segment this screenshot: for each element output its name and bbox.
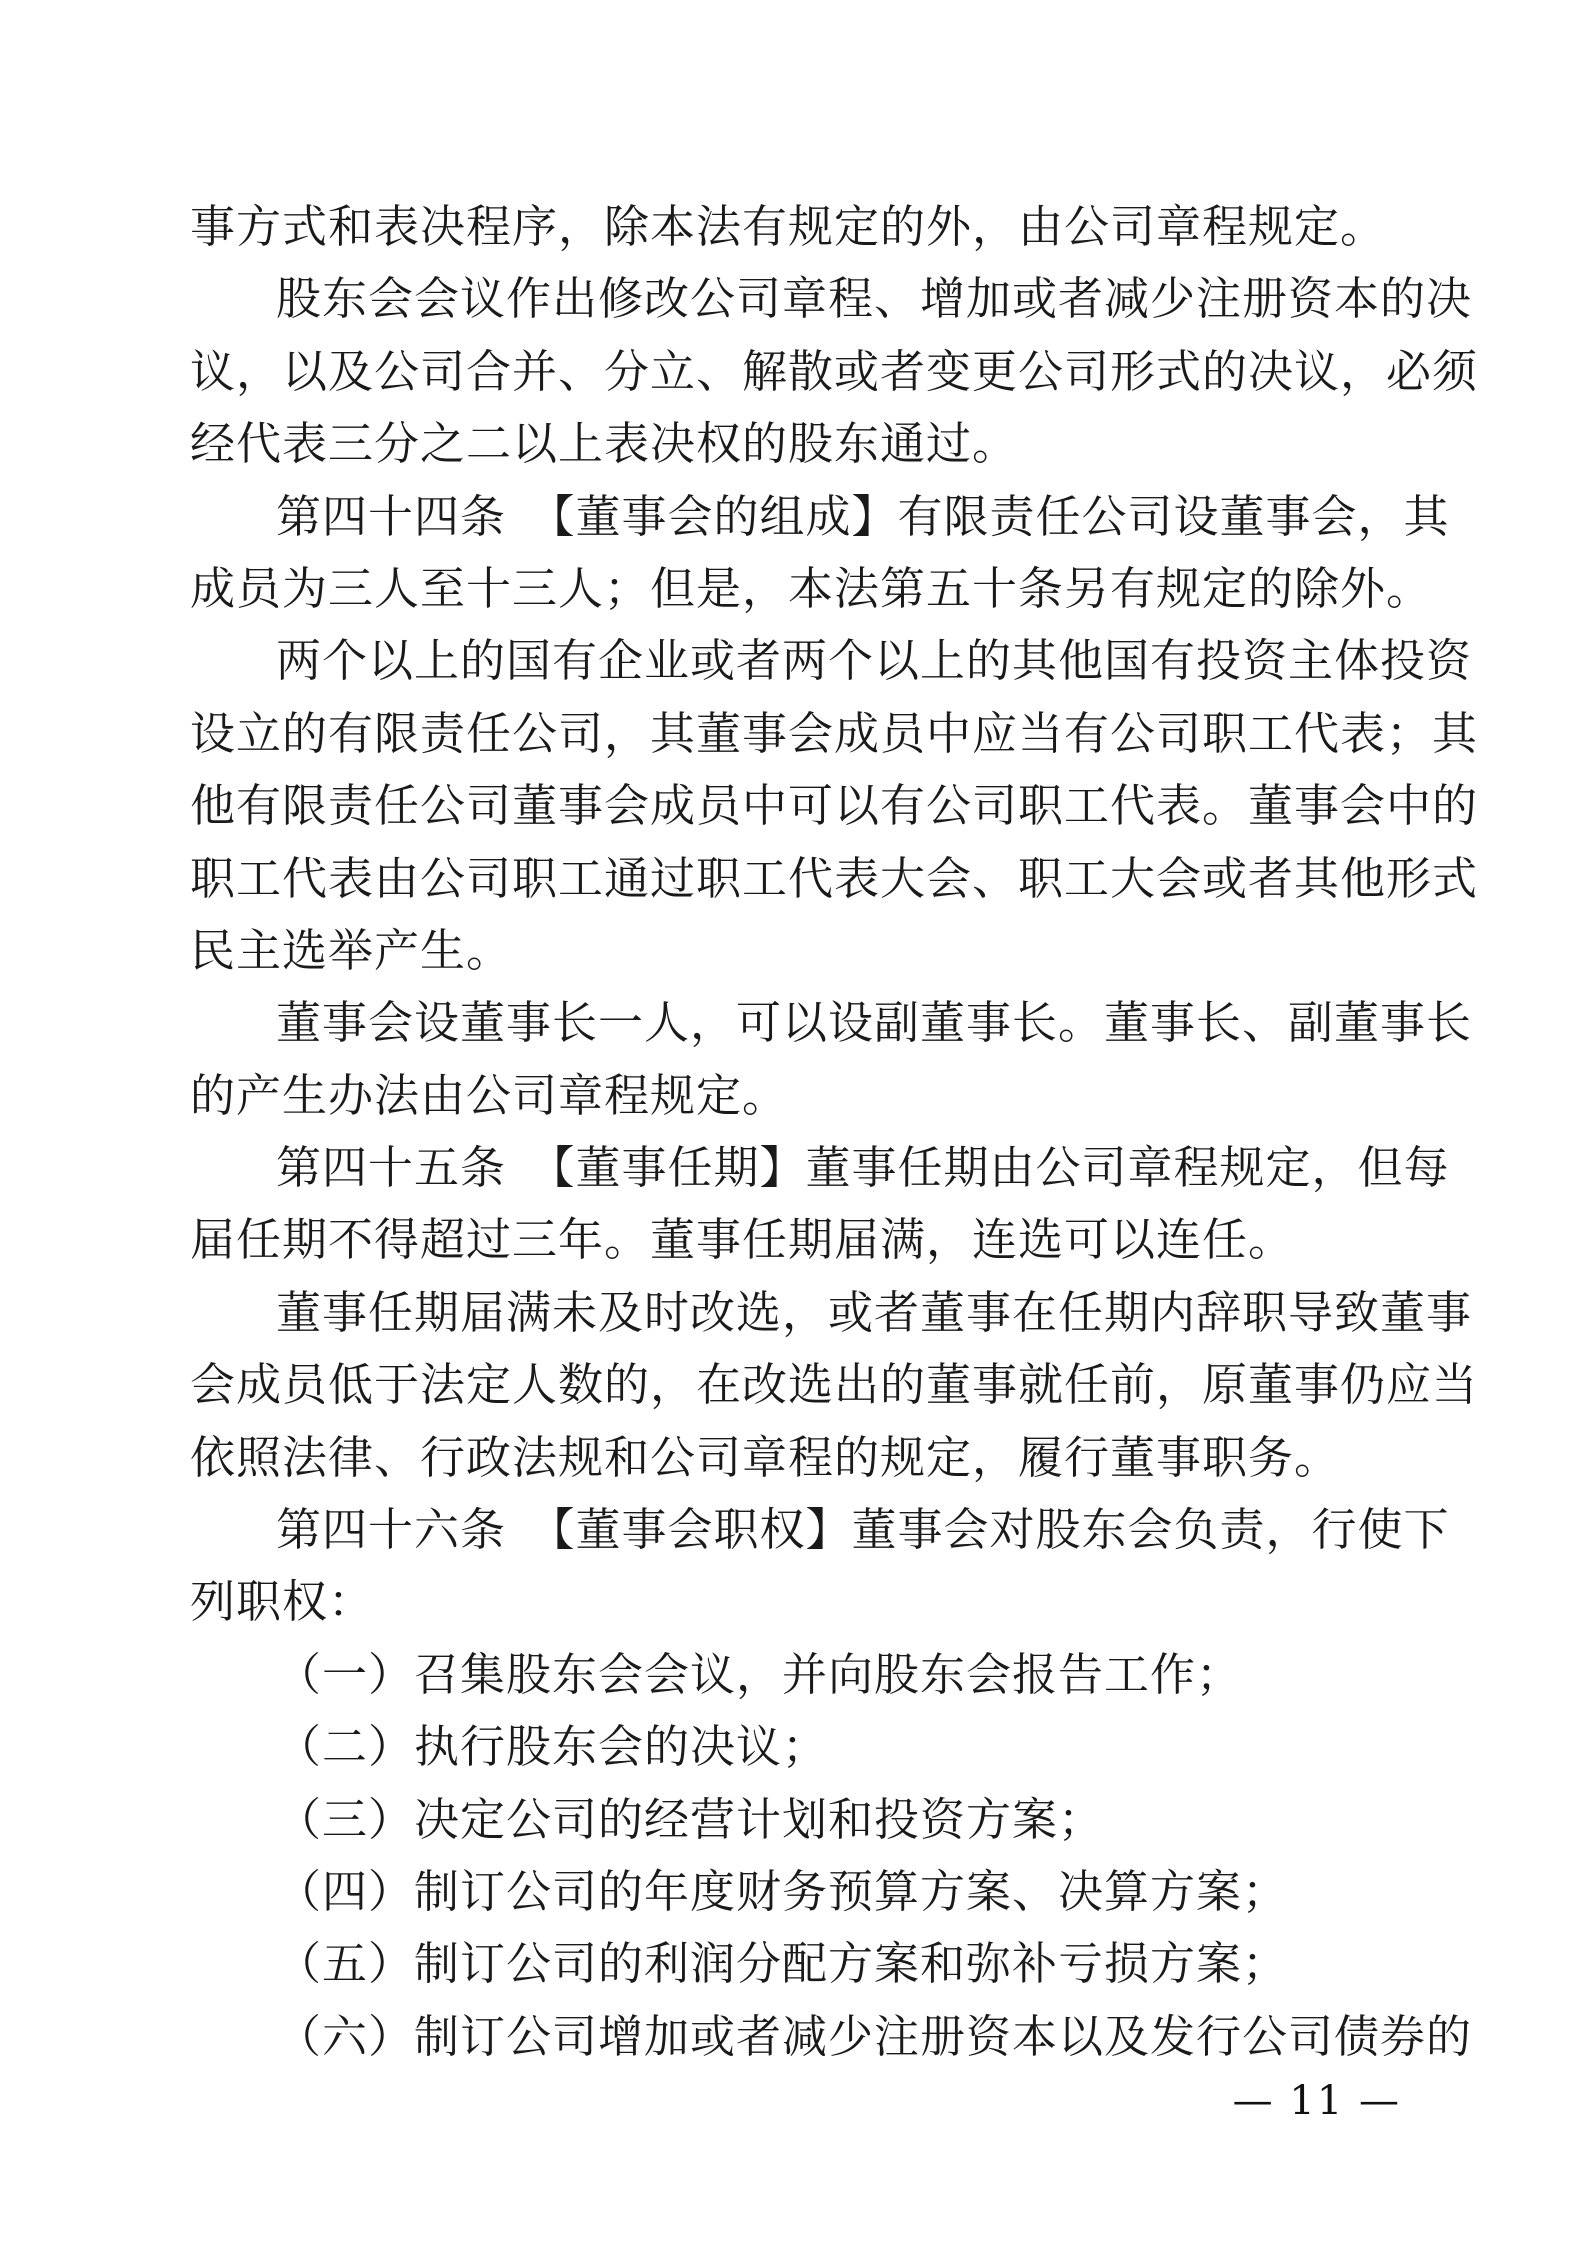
text-line: 的产生办法由公司章程规定。 [190,1068,789,1122]
text-line: 经代表三分之二以上表决权的股东通过。 [190,417,1019,471]
text-line list-item-line: （一）召集股东会会议，并向股东会报告工作； [276,1647,1243,1701]
text-line: 两个以上的国有企业或者两个以上的其他国有投资主体投资 [276,634,1473,688]
text-line: 成员为三人至十三人；但是，本法第五十条另有规定的除外。 [190,561,1433,615]
text-line list-item-line: （二）执行股东会的决议； [276,1720,829,1774]
text-line list-item-line: （三）决定公司的经营计划和投资方案； [276,1792,1105,1846]
text-line: 会成员低于法定人数的，在改选出的董事就任前，原董事仍应当 [190,1358,1479,1412]
text-line: 议，以及公司合并、分立、解散或者变更公司形式的决议，必须 [190,344,1479,398]
text-line: 职工代表由公司职工通过职工代表大会、职工大会或者其他形式 [190,851,1479,905]
text-line list-item-line: （六）制订公司增加或者减少注册资本以及发行公司债券的 [276,2009,1473,2063]
text-line: 民主选举产生。 [190,923,513,977]
text-line: 届任期不得超过三年。董事任期届满，连选可以连任。 [190,1213,1295,1267]
text-line: 设立的有限责任公司，其董事会成员中应当有公司职工代表；其 [190,706,1479,760]
text-line article-heading-line: 第四十五条 【董事任期】董事任期由公司章程规定，但每 [276,1141,1450,1195]
page-number: — 11 — [1232,2078,1401,2124]
text-line list-item-line: （四）制订公司的年度财务预算方案、决算方案； [276,1864,1289,1918]
text-line: 董事会设董事长一人，可以设副董事长。董事长、副董事长 [276,996,1473,1050]
text-line: 他有限责任公司董事会成员中可以有公司职工代表。董事会中的 [190,779,1479,833]
document-body [190,191,1479,2073]
text-line: 董事任期届满未及时改选，或者董事在任期内辞职导致董事 [276,1285,1473,1339]
text-line list-item-line: （五）制订公司的利润分配方案和弥补亏损方案； [276,1937,1289,1991]
text-line: 列职权： [190,1575,375,1629]
text-line: 依照法律、行政法规和公司章程的规定，履行董事职务。 [190,1430,1341,1484]
text-line: 事方式和表决程序，除本法有规定的外，由公司章程规定。 [190,200,1387,253]
text-line article-heading-line: 第四十四条 【董事会的组成】有限责任公司设董事会，其 [276,489,1450,543]
text-line: 股东会会议作出修改公司章程、增加或者减少注册资本的决 [276,272,1473,326]
text-line article-heading-line: 第四十六条 【董事会职权】董事会对股东会负责，行使下 [276,1503,1450,1557]
